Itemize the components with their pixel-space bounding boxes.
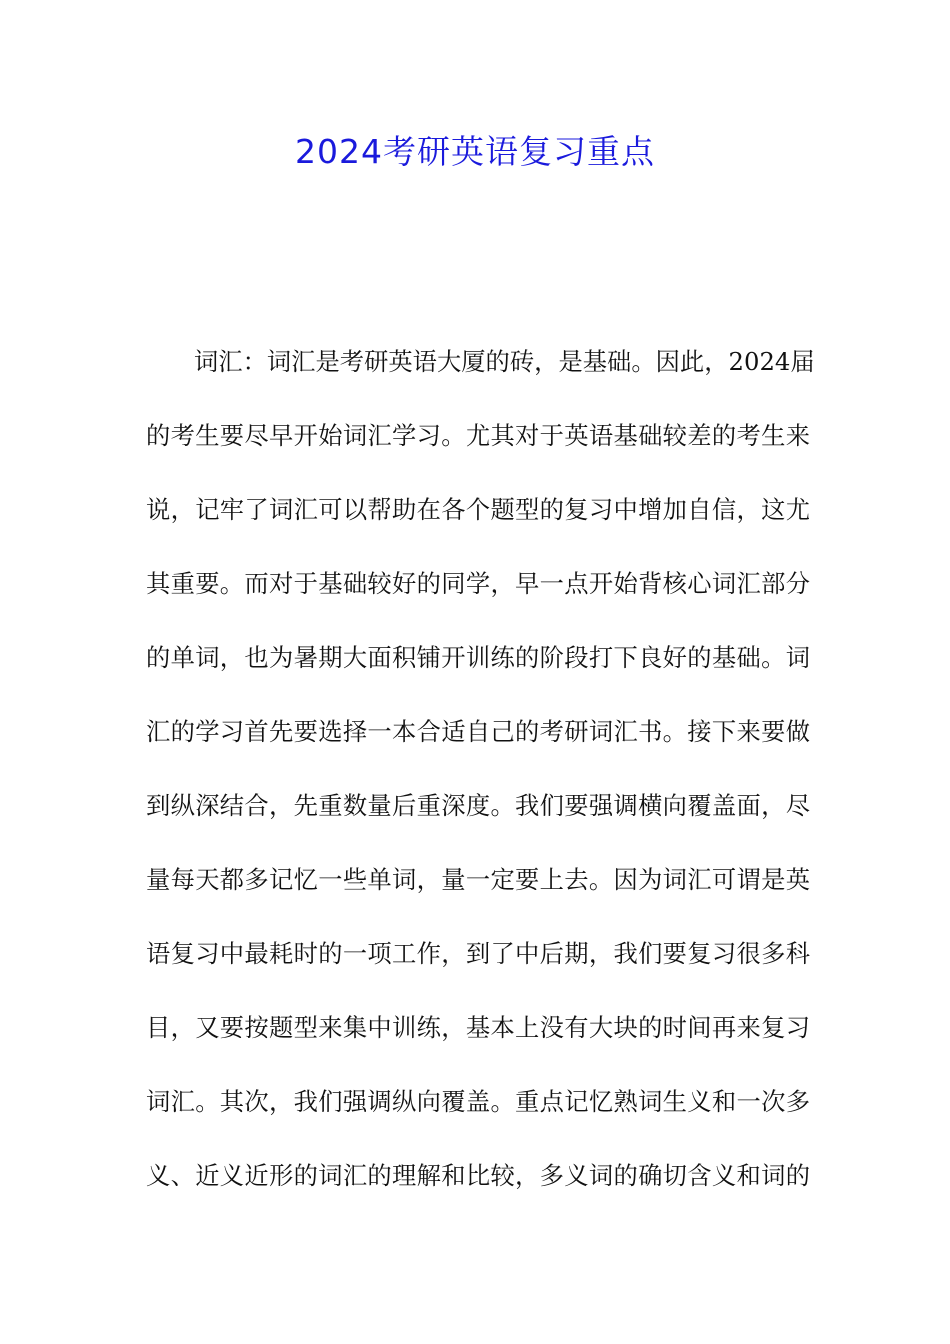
paragraph-line: 汇的学习首先要选择一本合适自己的考研词汇书。接下来要做: [146, 717, 810, 746]
paragraph-line: 量每天都多记忆一些单词，量一定要上去。因为词汇可谓是英: [146, 865, 810, 894]
paragraph-line: 义、近义近形的词汇的理解和比较，多义词的确切含义和词的: [146, 1161, 810, 1190]
paragraph-line: 的考生要尽早开始词汇学习。尤其对于英语基础较差的考生来: [146, 421, 810, 450]
paragraph-line: 其重要。而对于基础较好的同学，早一点开始背核心词汇部分: [146, 569, 810, 598]
paragraph-line: 语复习中最耗时的一项工作，到了中后期，我们要复习很多科: [146, 939, 810, 968]
body-paragraph: [146, 342, 815, 1230]
paragraph-line: 到纵深结合，先重数量后重深度。我们要强调横向覆盖面，尽: [146, 791, 810, 820]
paragraph-line: 词汇。其次，我们强调纵向覆盖。重点记忆熟词生义和一次多: [146, 1087, 810, 1116]
paragraph-line: 的单词，也为暑期大面积铺开训练的阶段打下良好的基础。词: [146, 643, 810, 672]
paragraph-line: 目，又要按题型来集中训练，基本上没有大块的时间再来复习: [146, 1013, 810, 1042]
paragraph-line: 说，记牢了词汇可以帮助在各个题型的复习中增加自信，这尤: [146, 495, 810, 524]
document-title: 2024考研英语复习重点: [295, 132, 655, 171]
paragraph-line: 词汇：词汇是考研英语大厦的砖，是基础。因此，2024届: [194, 347, 815, 376]
